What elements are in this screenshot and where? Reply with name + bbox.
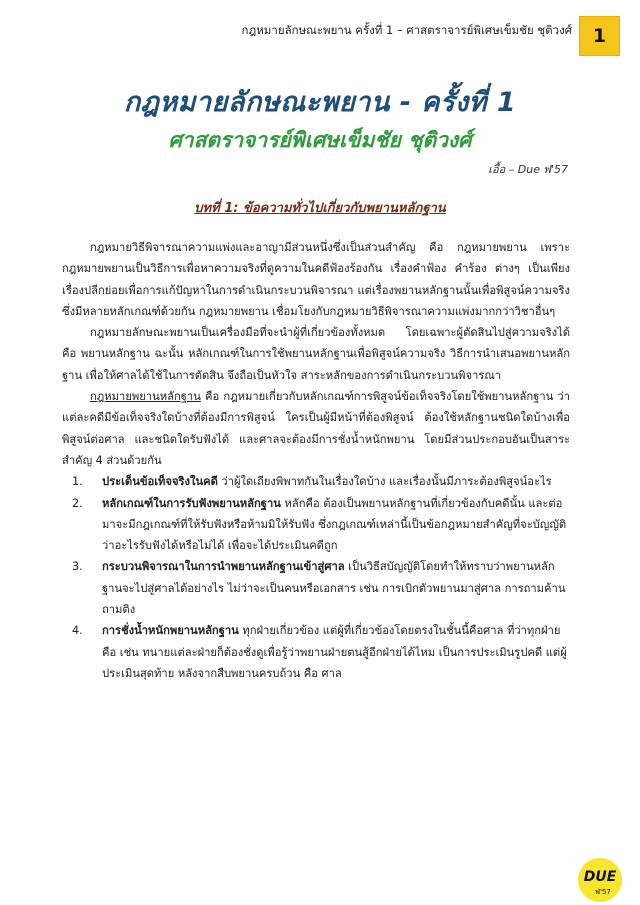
definition-term: กฎหมายพยานหลักฐาน xyxy=(90,390,201,404)
list-item xyxy=(62,620,570,684)
chapter-heading-text: บทที่ 1: ข้อความทั่วไปเกี่ยวกับพยานหลักฐาน xyxy=(194,201,446,216)
list-item-number: 1. xyxy=(72,475,83,489)
document-subtitle: ศาสตราจารย์พิเศษเข็มชัย ชุติวงศ์ xyxy=(168,128,472,152)
list-item-number: 3. xyxy=(72,560,83,574)
list-item xyxy=(62,493,570,557)
document-title: กฎหมายลักษณะพยาน - ครั้งที่ 1 xyxy=(123,87,517,118)
list-item-heading: การชั่งน้ำหนักพยานหลักฐาน xyxy=(102,624,239,638)
list-item-heading: หลักเกณฑ์ในการรับฟังพยานหลักฐาน xyxy=(102,496,281,510)
list-item-heading: กระบวนพิจารณาในการนำพยานหลักฐานเข้าสู่ศาล xyxy=(102,560,345,574)
definition-text: คือ กฎหมายเกี่ยวกับหลักเกณฑ์การพิสูจน์ข้อเท็จจริงโดยใช้พยานหลักฐาน ว่าแต่ละคดีมีข้อเท็จจริงใดบ้างที่ต้องมีการพิสูจน์ ใครเป็นผู้มีหน้าที่ต้องพิสูจน์ ต้องใช้หลักฐานชนิดใดบ้างเพื่อพิสูจน์ต่อศาล และชนิดใดรับฟังได้ และศาลจะต้องมีการชั่งน้ำหนักพยาน โดยมีส่วนประกอบอันเป็นสาระสำคัญ 4 ส่วนด้วยกัน xyxy=(62,390,570,467)
list-item-text: ทุกฝ่ายเกี่ยวข้อง แต่ผู้ที่เกี่ยวข้องโดยตรงในชั้นนี้คือศาล ที่ว่าทุกฝ่าย คือ เช่น ทนายแต่ละฝ่ายก็ต้องชั่งดูเพื่อรู้ว่าพยานฝ่ายตนสู้อีกฝ่ายได้ไหม เป็นการประเมินรูปคดี แต่ผู้ประเมินสุดท้าย หลังจากสืบพยานครบถ้วน คือ ศาล xyxy=(102,624,567,680)
list-item-heading: ประเด็นข้อเท็จจริงในคดี xyxy=(102,475,218,489)
body-content xyxy=(62,237,570,684)
definition-paragraph xyxy=(62,386,570,471)
page-number-badge: 1 xyxy=(579,16,620,56)
list-item-number: 4. xyxy=(72,624,83,638)
logo-subtext: ฬ'57 xyxy=(595,888,611,896)
paragraph: กฎหมายวิธีพิจารณาความแพ่งและอาญามีส่วนหนึ่งซึ่งเป็นส่วนสำคัญ คือ กฎหมายพยาน เพราะกฎหมายพยานเป็นวิธีการเพื่อหาความจริงที่ดูความในคดีฟ้องร้องกัน เรื่องคำฟ้อง คำร้อง ต่างๆ เป็นเพียงเรื่องปลีกย่อยเพื่อการแก้ปัญหาในการดำเนินกระบวนพิจารณา แต่เรื่องพยานหลักฐานนั้นเพื่อพิสูจน์ความจริง ซึ่งมีหลายหลักเกณฑ์ด้วยกัน กฎหมายพยาน เชื่อมโยงกับกฎหมายวิธีพิจารณาความแพ่งมากกว่าวิชาอื่นๆ xyxy=(62,241,570,318)
running-header: กฎหมายลักษณะพยาน ครั้งที่ 1 – ศาสตราจารย์พิเศษเข็มชัย ชุติวงศ์ xyxy=(241,23,572,37)
author-note: เอื้อ – Due ฬ'57 xyxy=(488,163,568,176)
list-item-text: ว่าผู้ใดเถียงพิพาทกันในเรื่องใดบ้าง และเรื่องนั้นมีภาระต้องพิสูจน์อะไร xyxy=(217,475,552,489)
logo-text: DUE xyxy=(583,869,617,885)
list-item-text: เป็นวิธีสบัญญัติโดยทำให้ทราบว่าพยานหลักฐานจะไปสู่ศาลได้อย่างไร ไม่ว่าจะเป็นคนหรือเอกสาร เช่น การเบิกตัวพยานมาสู่ศาล การถามค้าน ถามติง xyxy=(102,560,566,617)
list-item xyxy=(62,471,570,492)
paragraph: กฎหมายลักษณะพยานเป็นเครื่องมือที่จะนำผู้ที่เกี่ยวข้องทั้งหมด โดยเฉพาะผู้ตัดสินไปสู่ความจริงได้ คือ พยานหลักฐาน ฉะนั้น หลักเกณฑ์ในการใช้พยานหลักฐานเพื่อพิสูจน์ความจริง วิธีการนำเสนอพยานหลักฐาน เพื่อให้ศาลได้ใช้ในการตัดสิน จึงถือเป็นหัวใจ สาระหลักของการดำเนินกระบวนพิจารณา xyxy=(62,326,570,382)
list-item-text: หลักคือ ต้องเป็นพยานหลักฐานที่เกี่ยวข้องกับคดีนั้น และต่อมาจะมีกฎเกณฑ์ที่ให้รับฟังหรือห้ามมิให้รับฟัง ซึ่งกฎเกณฑ์เหล่านี้เป็นข้อกฎหมายสำคัญที่จะบัญญัติว่าอะไรรับฟังได้หรือไม่ได้ เพื่อจะได้ประเมินคดีถูก xyxy=(102,496,567,553)
component-list xyxy=(62,471,570,684)
due-logo xyxy=(577,857,623,903)
list-item xyxy=(62,556,570,620)
list-item-number: 2. xyxy=(72,496,83,510)
chapter-heading xyxy=(0,197,640,218)
